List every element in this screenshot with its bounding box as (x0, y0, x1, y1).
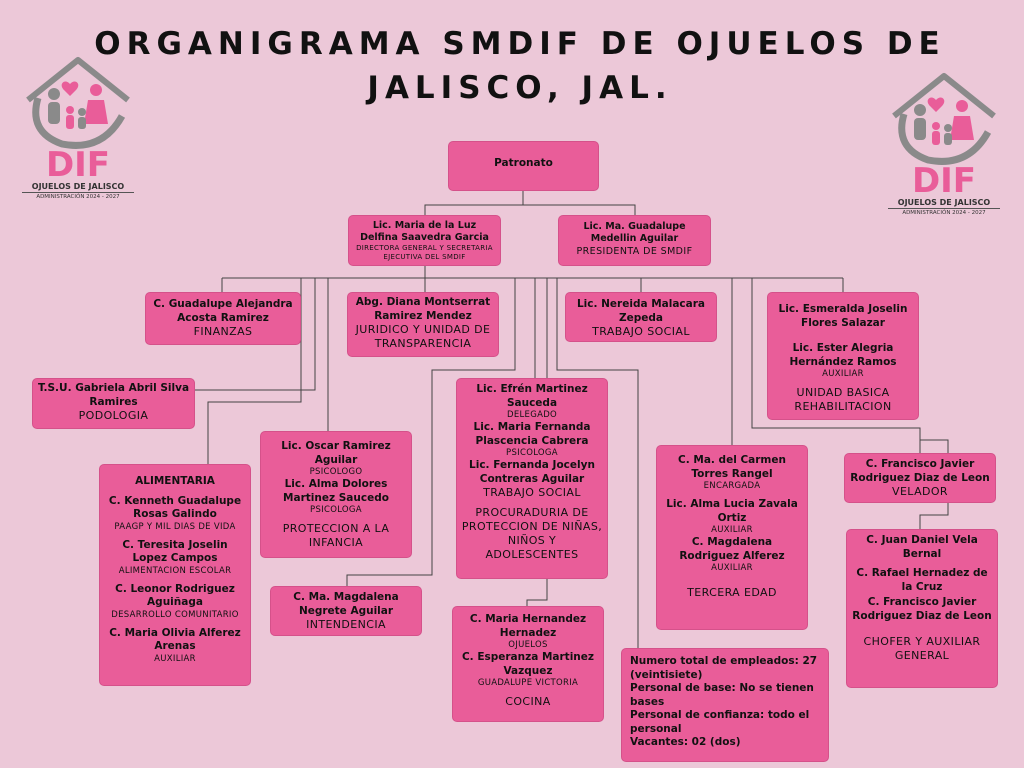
node-name-1: C. Juan Daniel Vela Bernal (866, 534, 978, 560)
node-role-1: PSICOLOGO (309, 467, 363, 477)
node-tercera-edad (656, 445, 808, 630)
node-name-1: Lic. Esmeralda Joselin Flores Salazar (778, 303, 908, 329)
node-name: Lic. Nereida Malacara Zepeda (576, 298, 705, 324)
node-name-2: Lic. Maria Fernanda Plascencia Cabrera (473, 421, 591, 447)
node-name-1: Lic. Efrén Martinez Sauceda (476, 383, 588, 409)
node-alimentaria (99, 464, 251, 686)
node-area: PRESIDENTA DE SMDIF (576, 246, 693, 257)
node-role: DIRECTORA GENERAL Y SECRETARIA EJECUTIVA DEL SMDIF (356, 244, 493, 261)
node-name-4: C. Maria Olivia Alferez Arenas (109, 626, 241, 652)
node-role-2: AUXILIAR (711, 525, 753, 535)
node-role-1: ENCARGADA (703, 481, 761, 491)
node-proteccion-infancia (260, 431, 412, 558)
node-area: PROCURADURIA DE PROTECCION DE NIÑAS, NIÑOS Y ADOLESCENTES (461, 506, 603, 561)
node-name-1: C. Maria Hernandez Hernadez (469, 613, 587, 639)
node-area: FINANZAS (193, 325, 253, 338)
node-name-3: Lic. Fernanda Jocelyn Contreras Aguilar (469, 459, 595, 485)
page-title-line-2: JALISCO, JAL. (367, 70, 673, 106)
node-name-2: Lic. Alma Dolores Martinez Saucedo (283, 478, 389, 504)
node-name-3: C. Francisco Javier Rodriguez Diaz de Leon (852, 596, 992, 622)
node-area: VELADOR (892, 485, 948, 498)
node-trabajo-social (565, 292, 717, 342)
resumen-base: Personal de base: No se tienen bases (630, 682, 814, 708)
node-area: CHOFER Y AUXILIAR GENERAL (863, 635, 981, 662)
node-name-2: C. Teresita Joselin Lopez Campos (122, 538, 228, 564)
page-title-line-1: ORGANIGRAMA SMDIF DE OJUELOS DE (94, 26, 946, 62)
node-name: Lic. Maria de la Luz Delfina Saavedra Garcia (360, 220, 489, 243)
node-role-2: AUXILIAR (822, 369, 864, 379)
node-name-1: C. Ma. del Carmen Torres Rangel (678, 454, 786, 480)
node-name-2: Lic. Ester Alegria Hernández Ramos (789, 342, 897, 368)
logo-brand-text: DIF (45, 145, 111, 185)
node-juridico (347, 292, 499, 357)
node-role-2: PSICOLOGA (310, 505, 362, 515)
node-name-2: Lic. Alma Lucia Zavala Ortiz (666, 498, 798, 524)
node-presidenta (558, 215, 711, 266)
node-procuraduria (456, 378, 608, 579)
node-role-4: AUXILIAR (154, 653, 196, 664)
node-area: COCINA (505, 695, 551, 708)
node-podologia (32, 378, 195, 429)
node-area: TERCERA EDAD (687, 586, 777, 599)
node-role-3: TRABAJO SOCIAL (483, 486, 581, 499)
node-name: C. Ma. Magdalena Negrete Aguilar (293, 591, 399, 617)
node-title: ALIMENTARIA (135, 475, 215, 487)
node-chofer-auxiliar (846, 529, 998, 688)
node-role-3: DESARROLLO COMUNITARIO (111, 609, 239, 620)
node-area: PODOLOGIA (78, 409, 149, 422)
node-name: Patronato (494, 157, 553, 169)
node-area: TRABAJO SOCIAL (592, 325, 690, 338)
resumen-total: Numero total de empleados: 27 (veintisiete) (630, 655, 818, 681)
node-name-2: C. Esperanza Martinez Vazquez (461, 651, 595, 677)
house-family-icon (888, 68, 1000, 168)
logo-org-text: OJUELOS DE JALISCO (31, 182, 125, 191)
node-role-2: GUADALUPE VICTORIA (477, 678, 579, 688)
node-area: PROTECCION A LA INFANCIA (282, 522, 390, 549)
node-name: C. Guadalupe Alejandra Acosta Ramirez (153, 298, 293, 324)
node-patronato (448, 141, 599, 191)
node-role-1: OJUELOS (508, 640, 548, 650)
node-directora (348, 215, 501, 266)
node-role-2: PSICOLOGA (506, 448, 558, 458)
node-area: INTENDENCIA (306, 618, 386, 631)
logo-admin-text: ADMINISTRACIÓN 2024 - 2027 (888, 208, 1000, 217)
house-family-icon (22, 52, 134, 152)
node-name-1: C. Kenneth Guadalupe Rosas Galindo (108, 494, 242, 520)
node-name: C. Francisco Javier Rodriguez Diaz de Leon (850, 458, 990, 484)
node-name: T.S.U. Gabriela Abril Silva Ramires (37, 382, 190, 408)
node-name: Lic. Ma. Guadalupe Medellin Aguilar (583, 221, 686, 244)
node-intendencia (270, 586, 422, 636)
node-area: UNIDAD BASICA REHABILITACION (794, 386, 892, 413)
node-unidad-basica-rehabilitacion (767, 292, 919, 420)
logo-brand-text: DIF (911, 161, 977, 201)
node-name-1: Lic. Oscar Ramirez Aguilar (281, 440, 391, 466)
dif-logo-left (22, 52, 134, 204)
node-area: JURIDICO Y UNIDAD DE TRANSPARENCIA (355, 323, 491, 350)
node-name: Abg. Diana Montserrat Ramirez Mendez (355, 296, 491, 322)
dif-logo-right (888, 68, 1000, 220)
logo-org-text: OJUELOS DE JALISCO (897, 198, 991, 207)
resumen-vacantes: Vacantes: 02 (dos) (630, 736, 741, 748)
node-role-1: DELEGADO (506, 410, 558, 420)
node-resumen-personal (621, 648, 829, 762)
resumen-confianza: Personal de confianza: todo el personal (630, 709, 810, 735)
logo-admin-text: ADMINISTRACIÓN 2024 - 2027 (22, 192, 134, 201)
node-cocina (452, 606, 604, 722)
node-velador (844, 453, 996, 503)
node-name-3: C. Magdalena Rodriguez Alferez (679, 536, 785, 562)
node-role-2: ALIMENTACION ESCOLAR (118, 565, 232, 576)
node-role-1: PAAGP Y MIL DIAS DE VIDA (114, 521, 236, 532)
node-name-3: C. Leonor Rodriguez Aguiñaga (115, 582, 235, 608)
node-finanzas (145, 292, 301, 345)
node-role-3: AUXILIAR (711, 563, 753, 573)
node-name-2: C. Rafael Hernadez de la Cruz (856, 567, 988, 593)
